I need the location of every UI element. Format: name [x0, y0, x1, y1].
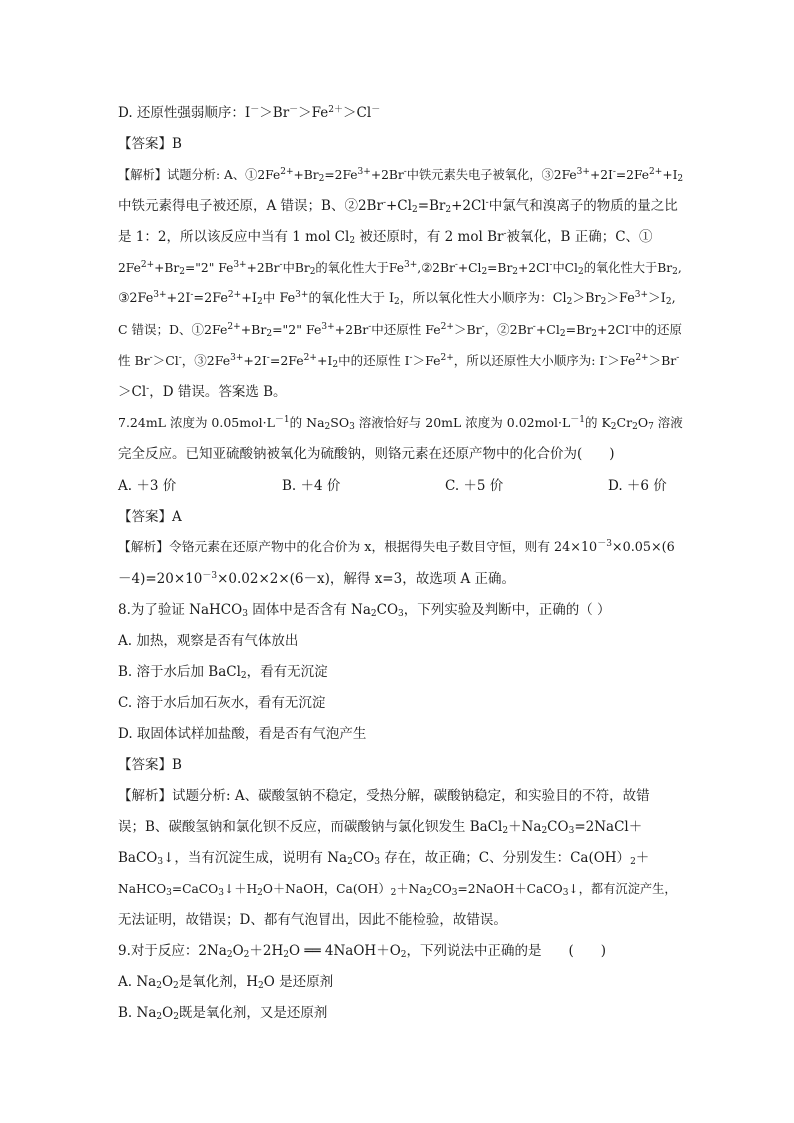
- analysis-6-line-8-seg-1: -: [146, 384, 150, 394]
- analysis-6-line-4-seg-2: +Br: [154, 261, 180, 275]
- analysis-6-line-2-seg-4: =Br: [417, 198, 446, 214]
- analysis-6-line-7-seg-1: -: [149, 353, 153, 363]
- analysis-6-line-7-seg-4: ，③2Fe: [181, 353, 231, 368]
- analysis-6-line-4-seg-19: -: [549, 260, 553, 270]
- analysis-6-line-1-seg-12: =2Fe: [615, 168, 650, 182]
- analysis-6-line-1-seg-7: -: [403, 167, 407, 177]
- analysis-6-line-7-seg-18: ＞Fe: [607, 353, 636, 368]
- option-6d-seg-0: D. 还原性强弱顺序：I: [118, 105, 251, 121]
- option-6d-seg-2: ＞Br: [259, 105, 290, 121]
- analysis-7-line-1: [118, 539, 684, 557]
- analysis-6-line-6-seg-6: +2Br: [334, 322, 369, 337]
- question-7-line-1-seg-8: 的 K: [584, 415, 611, 430]
- question-9-seg-8: ，下列说法中正确的是 ( ): [406, 943, 607, 959]
- analysis-8-line-5: [118, 911, 684, 929]
- analysis-8-line-2-seg-0: 误；B、碳酸氢钠和氯化钡不反应，而碳酸钠与氯化钡发生 BaCl: [118, 819, 503, 835]
- analysis-8-line-4-seg-4: ↓＋H: [223, 882, 258, 896]
- analysis-8-line-4-seg-7: 2: [390, 888, 397, 898]
- analysis-6-line-4-seg-4: ="2" Fe: [185, 261, 234, 275]
- answer-6: [118, 135, 684, 153]
- analysis-6-line-5-seg-4: =2Fe: [193, 291, 228, 306]
- analysis-6-line-6-seg-5: 3+: [321, 322, 335, 332]
- analysis-6-line-4-seg-16: =Br: [487, 261, 513, 275]
- analysis-8-line-4-seg-6: O＋NaOH，Ca(OH）: [262, 882, 391, 896]
- analysis-6-line-7: [118, 352, 684, 370]
- analysis-8-line-2-seg-3: 2: [541, 826, 548, 836]
- answer-7: [118, 508, 684, 526]
- option-9b-seg-4: 既是氧化剂，又是还原剂: [178, 1005, 328, 1021]
- question-9: [118, 942, 684, 960]
- option-9b-seg-2: O: [162, 1005, 174, 1021]
- analysis-8-line-3-seg-1: 3: [157, 857, 164, 867]
- analysis-8-line-4-seg-14: ↓，都有沉淀产生，: [568, 882, 677, 896]
- analysis-8-line-2-seg-1: 2: [502, 826, 509, 836]
- analysis-6-line-4-seg-24: ,: [677, 261, 682, 275]
- analysis-6-line-7-seg-20: ＞Br: [648, 353, 677, 368]
- analysis-6-line-1-seg-4: =2Fe: [324, 168, 358, 182]
- question-8-seg-4: CO: [376, 602, 399, 618]
- question-7-line-1-seg-6: 溶液恰好与 20mL 浓度为 0.02mol·L: [354, 415, 571, 430]
- option-7d: D. ＋6 价: [608, 478, 667, 494]
- analysis-7-line-1-seg-0: 【解析】令铬元素在还原产物中的化合价为 x，根据得失电子数目守恒，则有 24×10: [118, 540, 598, 555]
- analysis-6-line-5-seg-19: 2: [665, 297, 672, 307]
- analysis-6-line-7-seg-7: -: [266, 353, 270, 363]
- analysis-6-line-6-seg-20: 中的还原: [632, 322, 683, 337]
- analysis-6-line-6-seg-19: -: [628, 322, 633, 332]
- option-8d-seg-0: D. 取固体试样加盐酸，看是否有气泡产生: [118, 726, 367, 742]
- analysis-6-line-4-seg-21: 2: [577, 267, 584, 277]
- question-7-line-1-seg-2: 的 Na: [289, 415, 325, 430]
- option-6d-seg-5: 2＋: [328, 105, 344, 115]
- option-9a-seg-5: 2: [258, 981, 264, 991]
- analysis-6-line-7-seg-9: 2+: [303, 353, 317, 363]
- option-9b-seg-3: 2: [173, 1012, 179, 1022]
- analysis-6-line-2-seg-7: -: [485, 198, 489, 208]
- analysis-8-line-3-seg-2: ↓，当有沉淀生成，说明有 Na: [163, 850, 348, 866]
- option-6d-seg-3: －: [289, 105, 299, 115]
- analysis-6-line-4-seg-5: 3+: [233, 260, 247, 270]
- option-7c: C. ＋5 价: [445, 478, 504, 494]
- question-8-seg-0: 8.为了验证 NaHCO: [118, 602, 243, 618]
- analysis-8-line-2-seg-4: CO: [547, 819, 569, 835]
- analysis-6-line-1-seg-10: +2I: [589, 168, 613, 182]
- analysis-8-line-4-seg-9: 2: [426, 888, 433, 898]
- analysis-6-line-7-seg-13: -: [409, 353, 413, 363]
- option-8d: [118, 725, 684, 743]
- analysis-6-line-1-seg-15: 2: [677, 174, 684, 184]
- analysis-8-line-3-seg-8: ＋: [635, 850, 650, 866]
- option-8b-seg-2: ，看有无沉淀: [246, 664, 328, 680]
- answer-7-seg-0: 【答案】A: [118, 509, 182, 525]
- analysis-8-line-4-seg-12: =2NaOH＋CaCO: [457, 882, 563, 896]
- analysis-6-line-6-seg-12: ，②2Br: [484, 322, 533, 337]
- analysis-6-line-8-seg-2: ，D 错误。答案选 B。: [149, 384, 287, 400]
- analysis-6-line-7-seg-10: +I: [316, 353, 333, 368]
- analysis-6-line-5-seg-11: 2: [394, 297, 400, 307]
- question-9-seg-4: ＋2H: [249, 943, 284, 959]
- analysis-6-line-1-seg-2: +Br: [293, 168, 319, 182]
- analysis-6-line-5: [118, 290, 684, 308]
- analysis-6-line-7-seg-11: 2: [332, 360, 339, 370]
- analysis-6-line-4-seg-18: +2Cl: [518, 261, 550, 275]
- analysis-6-line-4-seg-7: -: [279, 260, 283, 270]
- analysis-6-line-5-seg-8: 中 Fe: [262, 291, 296, 306]
- analysis-8-line-3-seg-6: 存在，故正确；C、分别发生：Ca(OH）: [379, 850, 631, 866]
- analysis-6-line-2-seg-3: 2: [411, 205, 418, 215]
- analysis-7-line-2-seg-2: ×0.02×2×(6－x)，解得 x=3，故选项 A 正确。: [217, 571, 516, 587]
- analysis-6-line-6-seg-10: ＞Br: [453, 322, 482, 337]
- analysis-8-line-4-seg-5: 2: [257, 888, 263, 898]
- analysis-6-line-1-seg-9: 3+: [576, 167, 590, 177]
- analysis-6-line-5-seg-2: +2I: [166, 291, 191, 306]
- analysis-8-line-3-seg-3: 2: [347, 857, 353, 867]
- analysis-6-line-7-seg-12: 中的还原性 I: [338, 353, 410, 368]
- analysis-6-line-5-seg-5: 2+: [227, 290, 242, 300]
- analysis-6-line-5-seg-15: 2: [600, 297, 607, 307]
- analysis-6-line-2-seg-5: 2: [445, 205, 452, 215]
- analysis-6-line-6-seg-0: C 错误；D、①2Fe: [118, 322, 228, 337]
- analysis-6-line-3: [118, 228, 684, 246]
- analysis-6-line-6-seg-8: 中还原性 Fe: [371, 322, 441, 337]
- option-9a-seg-1: 2: [156, 981, 162, 991]
- analysis-6-line-6-seg-1: 2+: [227, 322, 241, 332]
- analysis-6-line-6: [118, 321, 684, 339]
- analysis-6-line-4-seg-9: 2: [309, 267, 316, 277]
- analysis-8-line-4-seg-2: =CaCO: [171, 882, 219, 896]
- analysis-6-line-3-seg-4: 被氧化，B 正确；C、①: [506, 229, 653, 245]
- analysis-6-line-5-seg-12: ，所以氧化性大小顺序为：Cl: [399, 291, 567, 306]
- answer-6-seg-0: 【答案】B: [118, 136, 182, 152]
- analysis-7-line-1-seg-2: ×0.05×(6: [611, 540, 675, 555]
- analysis-6-line-5-seg-9: 3+: [295, 290, 309, 300]
- analysis-6-line-7-seg-5: 3+: [230, 353, 244, 363]
- option-8c: [118, 694, 684, 712]
- question-7-line-2-seg-0: 完全反应。已知亚硫酸钠被氧化为硫酸钠，则铬元素在还原产物中的化合价为( ): [118, 446, 615, 462]
- option-8b-seg-1: 2: [240, 671, 247, 681]
- question-9-seg-6: O ══ 4NaOH＋O: [289, 943, 401, 959]
- analysis-6-line-7-seg-21: -: [676, 353, 680, 363]
- analysis-8-line-3: [118, 849, 684, 867]
- analysis-6-line-6-seg-13: -: [532, 322, 536, 332]
- analysis-6-line-6-seg-7: -: [368, 322, 372, 332]
- analysis-7-line-1-seg-1: －3: [597, 539, 612, 549]
- analysis-6-line-4-seg-3: 2: [179, 267, 186, 277]
- analysis-8-line-3-seg-4: CO: [352, 850, 375, 866]
- analysis-6-line-1-seg-11: -: [612, 167, 616, 177]
- analysis-6-line-7-seg-3: -: [178, 353, 182, 363]
- analysis-6-line-7-seg-19: 2+: [635, 353, 649, 363]
- analysis-6-line-7-seg-6: +2I: [243, 353, 267, 368]
- question-8-seg-2: 固体中是否含有 Na: [247, 602, 371, 618]
- analysis-6-line-5-seg-3: -: [190, 290, 194, 300]
- analysis-6-line-1-seg-0: 【解析】试题分析: A、①2Fe: [118, 168, 281, 182]
- analysis-8-line-4-seg-3: 3: [218, 888, 224, 898]
- analysis-6-line-7-seg-16: ，所以还原性大小顺序为: I: [453, 353, 605, 368]
- analysis-8-line-4: [118, 880, 684, 898]
- analysis-6-line-4-seg-10: 的氧化性大于Fe: [315, 261, 405, 275]
- analysis-6-line-6-seg-18: +2Cl: [596, 322, 629, 337]
- answer-8-seg-0: 【答案】B: [118, 757, 182, 773]
- question-9-seg-3: 2: [243, 950, 250, 960]
- question-9-seg-0: 9.对于反应：2Na: [118, 943, 227, 959]
- option-8a: [118, 632, 684, 650]
- question-7-line-1-seg-12: O: [637, 415, 649, 430]
- option-8c-seg-0: C. 溶于水后加石灰水，看有无沉淀: [118, 695, 326, 711]
- analysis-8-line-1-seg-0: 【解析】试题分析: A、碳酸氢钠不稳定，受热分解，碳酸钠稳定，和实验目的不符，故错: [118, 788, 650, 804]
- option-9a-seg-4: 是氧化剂，H: [178, 974, 259, 990]
- analysis-6-line-4-seg-15: 2: [481, 267, 488, 277]
- analysis-6-line-1-seg-6: +2Br: [370, 168, 404, 182]
- option-6d-seg-6: ＞Cl: [343, 105, 372, 121]
- option-6d-seg-1: －: [250, 105, 260, 115]
- analysis-6-line-5-seg-13: 2: [566, 297, 573, 307]
- question-8-seg-1: 3: [242, 609, 248, 619]
- analysis-6-line-6-seg-11: -: [481, 322, 485, 332]
- analysis-6-line-1-seg-14: +I: [662, 168, 678, 182]
- option-9b-seg-1: 2: [156, 1012, 163, 1022]
- analysis-8-line-4-seg-0: NaHCO: [118, 882, 167, 896]
- analysis-6-line-4-seg-0: 2Fe: [118, 261, 141, 275]
- question-7-line-2: [118, 445, 684, 463]
- analysis-6-line-1-seg-8: 中铁元素失电子被氧化，③2Fe: [406, 168, 577, 182]
- analysis-6-line-7-seg-2: ＞Cl: [152, 353, 179, 368]
- option-9a-seg-2: O: [161, 974, 174, 990]
- analysis-6-line-3-seg-3: -: [503, 229, 507, 239]
- analysis-6-line-2-seg-8: 中氯气和溴离子的物质的量之比: [488, 198, 678, 214]
- question-7-line-1-seg-9: 2: [610, 422, 617, 432]
- analysis-8-line-2-seg-5: 3: [568, 826, 575, 836]
- analysis-6-line-4-seg-11: 3+: [404, 260, 418, 270]
- analysis-6-line-2-seg-0: 中铁元素得电子被还原，A 错误；B、②2Br: [118, 198, 383, 214]
- analysis-6-line-4-seg-8: 中Br: [282, 261, 310, 275]
- analysis-6-line-5-seg-10: 的氧化性大于 I: [308, 291, 395, 306]
- option-9a: [118, 973, 684, 991]
- analysis-6-line-7-seg-17: -: [604, 353, 608, 363]
- analysis-6-line-5-seg-1: 3+: [153, 290, 167, 300]
- option-9b-seg-0: B. Na: [118, 1005, 157, 1021]
- question-7-line-1-seg-0: 7.24mL 浓度为 0.05mol·L: [118, 415, 275, 430]
- option-9b: [118, 1004, 684, 1022]
- analysis-6-line-6-seg-4: ="2" Fe: [272, 322, 322, 337]
- analysis-6-line-4-seg-13: -: [454, 260, 458, 270]
- analysis-8-line-4-seg-8: ＋Na: [396, 882, 427, 896]
- question-7-line-1-seg-11: 2: [632, 422, 638, 432]
- analysis-6-line-1-seg-13: 2+: [649, 167, 663, 177]
- question-8-seg-3: 2: [370, 609, 377, 619]
- analysis-6-line-4-seg-14: +Cl: [457, 261, 482, 275]
- option-8a-seg-0: A. 加热，观察是否有气体放出: [118, 633, 299, 649]
- analysis-6-line-4-seg-22: 的氧化性大于Br: [583, 261, 673, 275]
- analysis-6-line-7-seg-14: ＞Fe: [412, 353, 441, 368]
- analysis-8-line-2: [118, 818, 684, 836]
- option-7b: B. ＋4 价: [282, 478, 341, 494]
- question-7-line-1-seg-3: 2: [324, 422, 331, 432]
- analysis-6-line-1-seg-1: 2+: [280, 167, 294, 177]
- analysis-6-line-1-seg-5: 3+: [357, 167, 371, 177]
- option-8b: [118, 663, 684, 681]
- analysis-6-line-8-seg-0: ＞Cl: [118, 384, 147, 400]
- analysis-6-line-6-seg-9: 2+: [440, 322, 454, 332]
- question-9-seg-7: 2: [400, 950, 407, 960]
- analysis-6-line-2-seg-2: +Cl: [385, 198, 412, 214]
- analysis-6-line-1: [118, 166, 684, 184]
- analysis-8-line-3-seg-7: 2: [630, 857, 636, 867]
- analysis-6-line-5-seg-20: ,: [671, 291, 676, 306]
- analysis-6-line-4-seg-20: 中Cl: [552, 261, 578, 275]
- analysis-8-line-1: [118, 787, 684, 805]
- question-7-line-1-seg-5: 3: [349, 422, 355, 432]
- option-9a-seg-0: A. Na: [118, 974, 157, 990]
- analysis-7-line-2-seg-1: －3: [202, 571, 218, 581]
- analysis-6-line-6-seg-3: 2: [266, 329, 273, 339]
- analysis-6-line-4-seg-1: 2+: [140, 260, 155, 270]
- analysis-6-line-3-seg-1: 2: [349, 236, 356, 246]
- analysis-6-line-5-seg-7: 2: [256, 297, 263, 307]
- option-7a: A. ＋3 价: [118, 478, 177, 494]
- analysis-8-line-5-seg-0: 无法证明，故错误；D、都有气泡冒出，因此不能检验，故错误。: [118, 912, 507, 928]
- analysis-6-line-2-seg-6: +2Cl: [451, 198, 486, 214]
- analysis-6-line-2: [118, 197, 684, 215]
- question-7-options: [118, 477, 684, 495]
- analysis-6-line-8: [118, 383, 684, 401]
- analysis-6-line-3-seg-2: 被还原时，有 2 mol Br: [355, 229, 504, 245]
- analysis-6-line-5-seg-17: 3+: [634, 290, 649, 300]
- question-7-line-1-seg-13: 7: [648, 422, 654, 432]
- analysis-6-line-5-seg-14: ＞Br: [572, 291, 601, 306]
- option-9a-seg-6: O 是还原剂: [263, 974, 334, 990]
- question-8: [118, 601, 684, 619]
- analysis-6-line-7-seg-15: 2+: [440, 353, 454, 363]
- analysis-6-line-5-seg-16: ＞Fe: [606, 291, 635, 306]
- analysis-8-line-3-seg-5: 3: [374, 857, 380, 867]
- analysis-8-line-4-seg-13: 3: [562, 888, 569, 898]
- question-7-line-1-seg-10: Cr: [616, 415, 633, 430]
- analysis-6-line-6-seg-16: =Br: [565, 322, 592, 337]
- analysis-6-line-6-seg-17: 2: [591, 329, 597, 339]
- question-7-line-1: [118, 414, 684, 432]
- option-6d-seg-4: ＞Fe: [298, 105, 329, 121]
- analysis-6-line-4-seg-23: 2: [672, 267, 678, 277]
- analysis-8-line-3-seg-0: BaCO: [118, 850, 158, 866]
- option-6d-seg-7: －: [371, 105, 381, 115]
- analysis-6-line-6-seg-14: +Cl: [535, 322, 560, 337]
- analysis-6-line-7-seg-8: =2Fe: [269, 353, 304, 368]
- analysis-6-line-3-seg-0: 是 1：2，所以该反应中当有 1 mol Cl: [118, 229, 350, 245]
- analysis-6-line-4: [118, 259, 684, 277]
- analysis-8-line-4-seg-11: 3: [451, 888, 458, 898]
- analysis-6-line-2-seg-1: -: [382, 198, 386, 208]
- question-9-seg-1: 2: [226, 950, 233, 960]
- question-7-line-1-seg-1: －1: [274, 415, 290, 425]
- analysis-6-line-4-seg-6: +2Br: [246, 261, 280, 275]
- option-8b-seg-0: B. 溶于水后加 BaCl: [118, 664, 241, 680]
- analysis-8-line-4-seg-1: 3: [166, 888, 172, 898]
- question-9-seg-5: 2: [283, 950, 289, 960]
- analysis-6-line-6-seg-2: +Br: [240, 322, 267, 337]
- analysis-7-line-2-seg-0: －4)=20×10: [118, 571, 203, 587]
- question-7-line-1-seg-14: 溶液: [653, 415, 683, 430]
- question-9-seg-2: O: [232, 943, 244, 959]
- question-8-seg-6: ，下列实验及判断中，正确的（ ）: [403, 602, 611, 618]
- analysis-6-line-4-seg-17: 2: [512, 267, 519, 277]
- answer-8: [118, 756, 684, 774]
- analysis-8-line-2-seg-2: ＋Na: [508, 819, 542, 835]
- analysis-6-line-4-seg-12: ,②2Br: [417, 261, 455, 275]
- analysis-7-line-2: [118, 570, 684, 588]
- analysis-6-line-7-seg-0: 性 Br: [118, 353, 150, 368]
- analysis-6-line-1-seg-3: 2: [318, 174, 325, 184]
- analysis-6-line-5-seg-18: ＞I: [648, 291, 666, 306]
- analysis-6-line-5-seg-6: +I: [241, 291, 257, 306]
- option-6d: [118, 104, 684, 122]
- question-7-line-1-seg-4: SO: [330, 415, 350, 430]
- analysis-6-line-6-seg-15: 2: [559, 329, 566, 339]
- question-7-line-1-seg-7: －1: [570, 415, 585, 425]
- question-8-seg-5: 3: [398, 609, 404, 619]
- analysis-6-line-5-seg-0: ③2Fe: [118, 291, 154, 306]
- option-9a-seg-3: 2: [173, 981, 179, 991]
- analysis-8-line-2-seg-6: =2NaCl＋: [574, 819, 643, 835]
- analysis-8-line-4-seg-10: CO: [432, 882, 452, 896]
